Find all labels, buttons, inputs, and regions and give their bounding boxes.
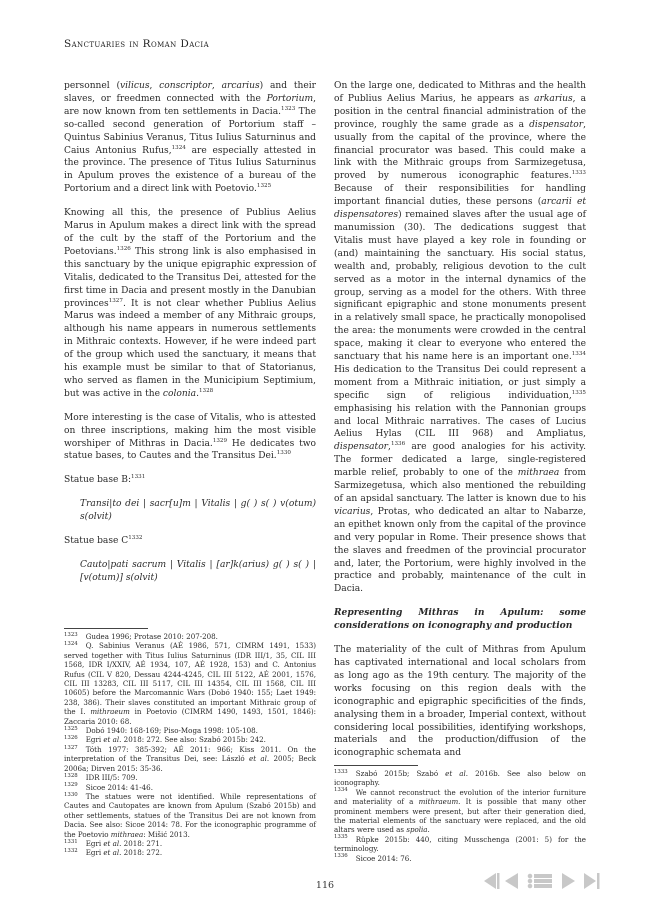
footnote: $^{1336}$ Sicoe 2014: 76.	[334, 853, 412, 863]
italic-text: et al.	[445, 769, 469, 778]
last-page-icon[interactable]	[584, 873, 600, 889]
italic-text: conscriptor	[159, 81, 212, 91]
section-heading: Representing Mithras in Apulum: some considerations on iconography and production	[334, 607, 586, 632]
italic-text: arcarius	[221, 81, 260, 91]
footnote-number: 1335	[334, 834, 348, 841]
running-header: Sanctuaries in Roman Dacia	[64, 38, 210, 50]
footnote-ref: 1324	[171, 144, 186, 151]
footnote: $^{1332}$ Egri et al. 2018: 272.	[64, 847, 163, 858]
italic-text: mithraea	[110, 829, 144, 839]
menu-list-icon[interactable]	[528, 874, 552, 889]
inscription-c: Cauto|pati sacrum | Vitalis | [ar]k(arius) g( ) s( ) | [v(otum)] s(olvit)	[80, 560, 316, 583]
paragraph: More interesting is the case of Vitalis, who is attested on three inscriptions, making him the most visible worshiper of Mithras in Dacia.$^{1329}$ He dedicates two statue bases, to Cautes and the Transitus Dei.$^{1330}$	[64, 412, 316, 462]
italic-text: mithraeum	[90, 707, 130, 717]
italic-text: et al.	[103, 735, 122, 745]
footnote: $^{1330}$ The statues were not identified. While representations of Cautes and Cautopates are known from Apulum (Szabó 2015b) and other settlements, statues of the Transitus Dei are not known from Dacia. See also: Sicoe 2014: 78. For the iconographic programme of the Poetovio mithraea: Mišić 2013.	[64, 791, 316, 839]
footnote-ref: 1325	[256, 183, 272, 190]
italic-text: mithraea	[517, 468, 560, 479]
italic-text: arcarii et dispensatores	[334, 197, 587, 221]
footnote-ref: 1328	[198, 387, 214, 394]
footnote: $^{1326}$ Egri et al. 2018: 272. See also: Szabó 2015b: 242.	[64, 735, 266, 745]
footnote-ref: 1336	[390, 441, 406, 448]
footnote: $^{1328}$ IDR III/5: 709.	[64, 772, 138, 783]
footnote-number: 1331	[64, 838, 78, 845]
footnote: $^{1331}$ Egri et al. 2018: 271.	[64, 838, 163, 848]
right-column	[334, 80, 586, 760]
footnote: $^{1333}$ Szabó 2015b; Szabó et al. 2016b. See also below on iconography.	[334, 768, 586, 788]
paragraph: The materiality of the cult of Mithras from Apulum has captivated international and local scholars from as long ago as the 19th century. The majority of the works focusing on this region deals with the iconographic and epigraphic specificities of the finds, analysing them in a broader, Imperial context, without considering local possibilities, identifying workshops, materials and the production/diffusion of the iconographic schemata and	[334, 645, 586, 759]
footnote-ref: 1323	[281, 105, 296, 112]
italic-text: mithraeum	[418, 797, 459, 807]
italic-text: dispensator	[529, 119, 584, 130]
footnote: $^{1324}$ Q. Sabinius Veranus (AÉ 1986, 571, CIMRM 1491, 1533) served together with Titus Iulius Saturninus (IDR III/1, 35, CIL III 1568, IDR I/XXIV, AÉ 1934, 107, AÉ 1928, 153) and C. Antonius Rufus (CIL V 820, Dessau 4244-4245, CIL III 5122, AÉ 2001, 1576, CIL III 13283, CIL III 5117, CIL III 14354, CIL III 1568, CIL III 10605) before the Marcomannic Wars (Dobó 1940: 155; Laet 1949: 238, 386). Their slaves constituted an important Mithraic group of the I. mithraeum in Poetovio (CIMRM 1490, 1493, 1501, 1846): Zaccaria 2010: 68.	[64, 641, 317, 726]
footnote-ref: 1331	[131, 474, 146, 481]
italic-text: et al.	[249, 754, 270, 764]
footnote-ref: 1330	[276, 450, 291, 457]
italic-text: vilicus	[120, 81, 150, 91]
italic-text: et al.	[103, 848, 122, 858]
footnote-ref: 1326	[116, 245, 131, 252]
footnotes-right	[334, 765, 586, 863]
footnote-rule	[64, 628, 148, 629]
footnote-ref: 1333	[571, 170, 586, 177]
statue-base-b-label: Statue base B:$^{1331}$	[64, 474, 146, 486]
italic-text: et al.	[103, 838, 122, 848]
footnote: $^{1329}$ Sicoe 2014: 41-46.	[64, 782, 153, 792]
italic-text: vicarius	[334, 506, 371, 517]
footnote-number: 1330	[64, 791, 78, 798]
footnote-rule	[334, 765, 418, 766]
footnote-number: 1329	[64, 782, 78, 789]
footnote-number: 1334	[334, 787, 348, 794]
footnote-ref: 1332	[128, 535, 143, 542]
footnote-ref: 1329	[212, 437, 228, 444]
footnote: $^{1323}$ Gudea 1996; Protase 2010: 207-208.	[64, 631, 218, 641]
footnote-ref: 1335	[571, 389, 586, 396]
paragraph: Knowing all this, the presence of Publius Aelius Marus in Apulum makes a direct link with the spread of the cult by the staff of the Portorium and the Poetovians.$^{1326}$ This strong link is also emphasised in this sanctuary by the unique epigraphic expression of Vitalis, dedicated to the Transitus Dei, attested for the first time in Dacia and present mostly in the Danubian provinces$^{1327}$. It is not clear whether Publius Aelius Marus was indeed a member of any Mithraic groups, although his name appears in numerous settlements in Mithraic contexts. However, if he were indeed part of the group which used the sanctuary, it means that his example must be similar to that of Statorianus, who served as flamen in the Municipium Septimium, but was active in the colonia.$^{1328}$	[64, 208, 316, 399]
footnote-number: 1324	[64, 641, 78, 648]
footnote: $^{1334}$ We cannot reconstruct the evolution of the interior furniture and materiality of a mithraeum. It is possible that many other prominent members were present, but after their generation died, the material elements of the sanctuary were replaced, and the old altars were used as spolia.	[334, 787, 586, 835]
first-page-icon[interactable]	[484, 873, 500, 889]
paragraph: On the large one, dedicated to Mithras and the health of Publius Aelius Marius, he appears as arkarius, a position in the central financial administration of the province, roughly the same grade as a dispensator, usually from the capital of the province, where the financial procurator was based. This could make a link with the Mithraic groups from Sarmizegetusa, proved by numerous iconographic features.$^{1333}$ Because of their responsibilities for handling important financial duties, these persons (arcarii et dispensatores) remained slaves after the usual age of manumission (30). The dedications suggest that Vitalis must have played a key role in founding or (and) maintaining the sanctuary. His social status, wealth and, probably, religious devotion to the cult served as a motor in the internal dynamics of the group, serving as a model for the others. With three significant epigraphic and stone monuments present in a relatively small space, he practically monopolised the area: the monuments were crowded in the central space, making it clear to everyone who entered the sanctuary that his name here is an important one.$^{1334}$ His dedication to the Transitus Dei could represent a moment from a Mithraic initiation, or just simply a specific sign of religious individuation,$^{1335}$ emphasising his relation with the Pannonian groups and local Mithraic narratives. The cases of Lucius Aelius Hylas (CIL III 968) and Ampliatus, dispensator,$^{1336}$ are good analogies for his activity. The former dedicated a large, single-registered marble relief, probably to one of the mithraea from Sarmizegetusa, which also mentioned the rebuilding of an apsidal sanctuary. The latter is known due to his vicarius, Protas, who dedicated an altar to Nabarze, an epithet known only from the capital of the province and very popular in Rome. Their presence shows that the slaves and freedmen of the provincial procurator and, later, the Portorium, were highly involved in the practice and probably, maintenance of the cult in Dacia.	[334, 81, 587, 595]
italic-text: dispensator	[334, 442, 389, 453]
footnote-ref: 1327	[108, 297, 123, 304]
italic-text: Portorium	[266, 93, 314, 104]
italic-text: arkarius	[534, 93, 573, 104]
previous-page-icon[interactable]	[505, 873, 518, 889]
footnote-ref: 1334	[571, 351, 586, 357]
footnote-number: 1333	[334, 768, 348, 775]
page-navigation	[480, 870, 616, 892]
footnote-number: 1327	[64, 744, 78, 751]
footnote-number: 1328	[64, 772, 78, 779]
page-number: 116	[315, 880, 335, 891]
footnote-number: 1332	[64, 847, 78, 854]
inscription-b: Transi|to dei | sacr[u]m | Vitalis | g( ) s( ) v(otum) s(olvit)	[80, 499, 316, 523]
footnotes-left	[64, 628, 316, 858]
italic-text: colonia	[162, 388, 197, 399]
footnote-number: 1325	[64, 725, 78, 732]
statue-base-c-label: Statue base C$^{1332}$	[64, 535, 143, 547]
italic-text: spolia	[406, 825, 428, 835]
next-page-icon[interactable]	[562, 873, 575, 889]
footnote: $^{1325}$ Dobó 1940: 168-169; Piso-Moga 1998: 105-108.	[64, 725, 258, 736]
footnote-number: 1336	[334, 853, 348, 860]
footnote: $^{1335}$ Rüpke 2015b: 440, citing Musschenga (2001: 5) for the terminology.	[334, 834, 586, 854]
paragraph: personnel (vilicus, conscriptor, arcarius) and their slaves, or freedmen connected with the Portorium, are now known from ten settlements in Dacia.$^{1323}$ The so-called second generation of Portorium staff – Quintus Sabinius Veranus, Titus Iulius Saturninus and Caius Antonius Rufus,$^{1324}$ are especially attested in the province. The presence of Titus Iulius Saturninus in Apulum proves the existence of a bureau of the Portorium and a direct link with Poetovio.$^{1325}$	[64, 81, 317, 195]
footnote: $^{1327}$ Tóth 1977: 385-392; AÉ 2011: 966; Kiss 2011. On the interpretation of the Transitus Dei, see: László et al. 2005; Beck 2006a; Dirven 2015: 35-36.	[64, 744, 317, 773]
left-column	[64, 80, 316, 585]
footnote-number: 1326	[64, 735, 78, 742]
footnote-number: 1323	[64, 631, 78, 638]
